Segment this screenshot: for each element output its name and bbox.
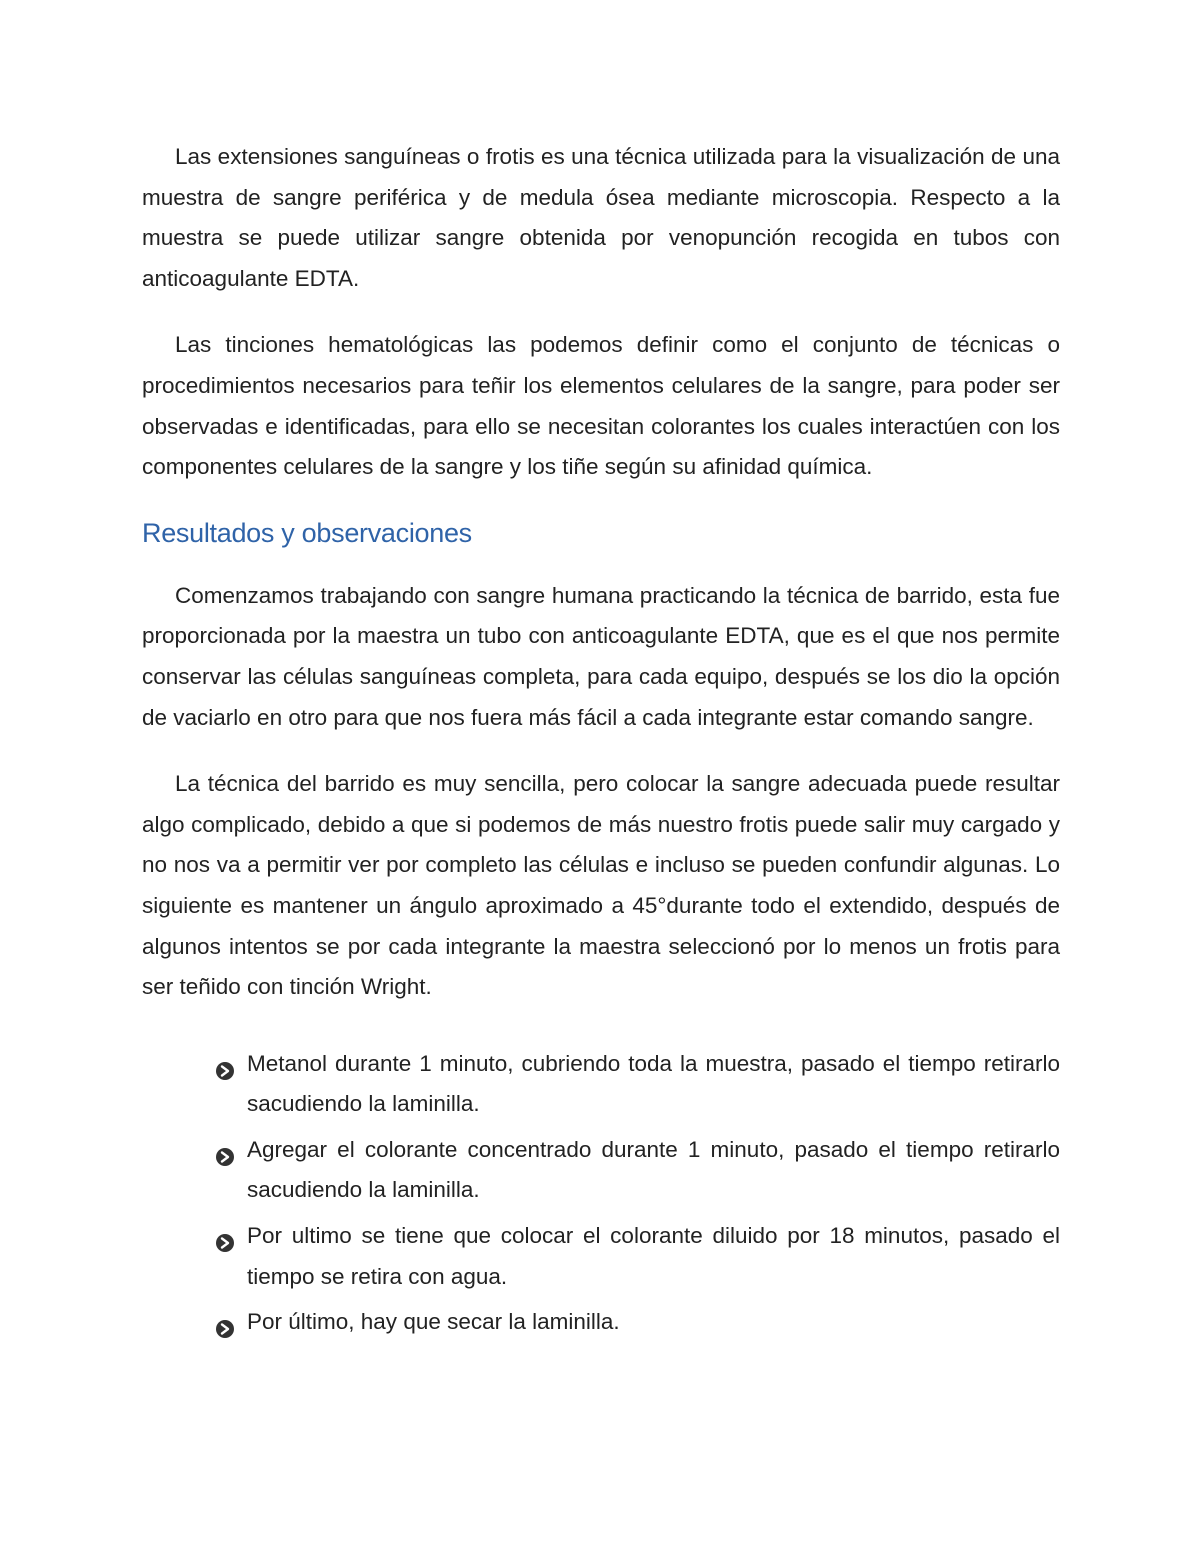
arrow-circle-icon bbox=[215, 1140, 235, 1160]
step-text: Por último, hay que secar la laminilla. bbox=[247, 1309, 620, 1335]
step-item bbox=[142, 1302, 1060, 1343]
intro-paragraph-2: Las tinciones hematológicas las podemos definir como el conjunto de técnicas o procedimientos necesarios para teñir los elementos celulares de la sangre, para poder ser observadas e identificadas, para ello se necesitan colorantes los cuales interactúen con los componentes celulares de la sangre y los tiñe según su afinidad química. bbox=[142, 332, 1060, 480]
staining-steps-list bbox=[142, 1044, 1060, 1343]
arrow-circle-icon bbox=[215, 1226, 235, 1246]
step-item bbox=[142, 1044, 1060, 1125]
step-item bbox=[142, 1216, 1060, 1297]
step-item bbox=[142, 1130, 1060, 1211]
results-paragraph-2: La técnica del barrido es muy sencilla, pero colocar la sangre adecuada puede resultar algo complicado, debido a que si podemos de más nuestro frotis puede salir muy cargado y no nos va a permitir ver por completo las células e incluso se pueden confundir algunas. Lo siguiente es mantener un ángulo aproximado a 45°durante todo el extendido, después de algunos intentos se por cada integrante la maestra seleccionó por lo menos un frotis para ser teñido con tinción Wright. bbox=[142, 771, 1060, 1000]
step-text: Por ultimo se tiene que colocar el colorante diluido por 18 minutos, pasado el tiempo se retira con agua. bbox=[247, 1223, 1060, 1289]
step-text: Agregar el colorante concentrado durante 1 minuto, pasado el tiempo retirarlo sacudiendo la laminilla. bbox=[247, 1136, 1060, 1203]
arrow-circle-icon bbox=[215, 1054, 235, 1074]
arrow-circle-icon bbox=[215, 1312, 235, 1332]
section-heading: Resultados y observaciones bbox=[142, 517, 472, 548]
results-paragraph-1: Comenzamos trabajando con sangre humana practicando la técnica de barrido, esta fue proporcionada por la maestra un tubo con anticoagulante EDTA, que es el que nos permite conservar las células sanguíneas completa, para cada equipo, después se los dio la opción de vaciarlo en otro para que nos fuera más fácil a cada integrante estar comando sangre. bbox=[142, 582, 1060, 730]
intro-paragraph-1: Las extensiones sanguíneas o frotis es una técnica utilizada para la visualización de una muestra de sangre periférica y de medula ósea mediante microscopia. Respecto a la muestra se puede utilizar sangre obtenida por venopunción recogida en tubos con anticoagulante EDTA. bbox=[142, 144, 1060, 291]
step-text: Metanol durante 1 minuto, cubriendo toda la muestra, pasado el tiempo retirarlo sacudiendo la laminilla. bbox=[247, 1050, 1060, 1117]
page-content bbox=[142, 137, 1060, 1348]
